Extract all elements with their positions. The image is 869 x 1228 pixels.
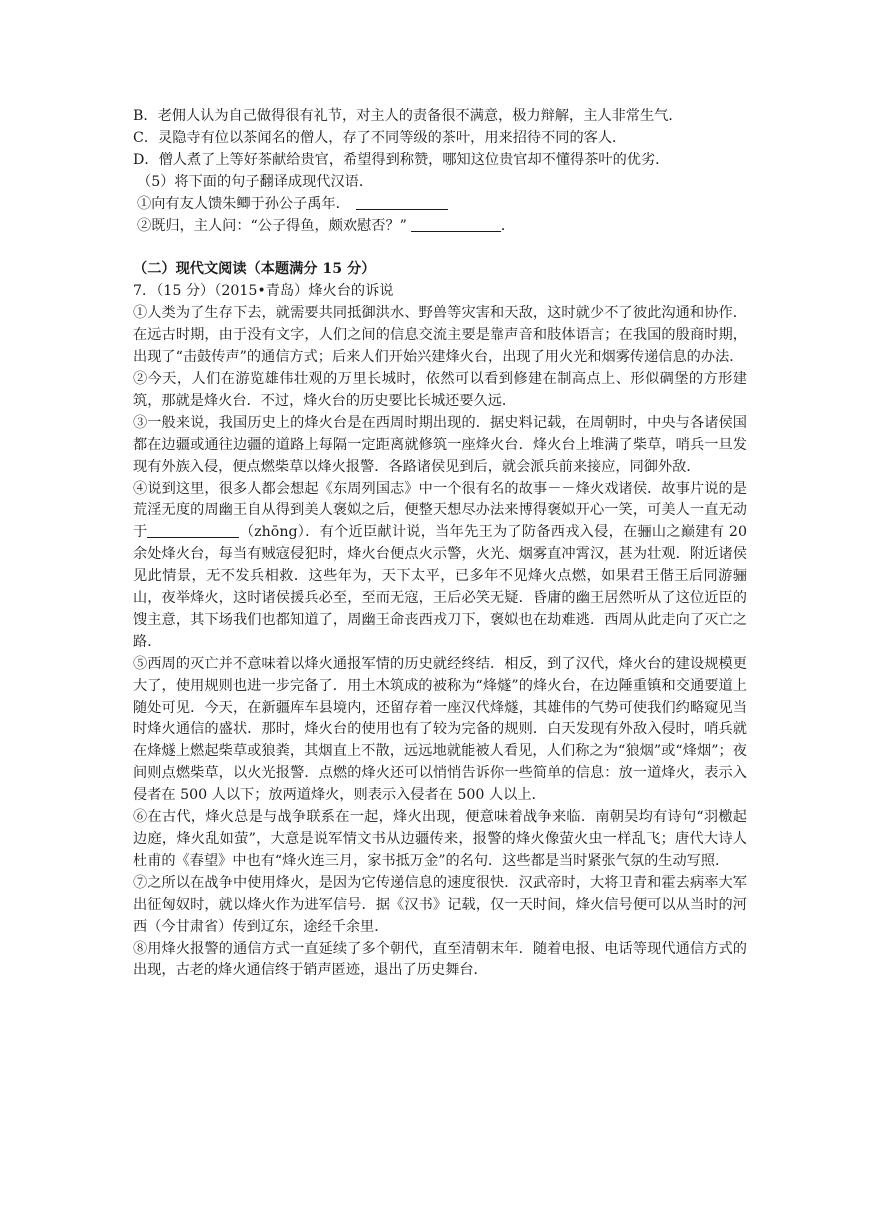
section-heading: （二）现代文阅读（本题满分 15 分） bbox=[133, 261, 376, 278]
answer-blank-3[interactable] bbox=[147, 522, 239, 538]
answer-blank-2[interactable] bbox=[411, 216, 501, 232]
option-c: C．灵隐寺有位以茶闻名的僧人，存了不同等级的茶叶，用来招待不同的客人． bbox=[133, 129, 627, 146]
option-b: B．老佣人认为自己做得很有礼节，对主人的责备很不满意，极力辩解，主人非常生气． bbox=[133, 108, 683, 124]
paragraph-1: ①人类为了生存下去，就需要共同抵御洪水、野兽等灾害和天敌，这时就少不了彼此沟通和协作．在远古时期，由于没有文字，人们之间的信息交流主要是靠声音和肢体语言；在我国的殷商时期，出现了“击鼓传声”的通信方式；后来人们开始兴建烽火台，出现了用火光和烟雾传递信息的办法． bbox=[133, 305, 747, 366]
paragraph-2: ②今天，人们在游览雄伟壮观的万里长城时，依然可以看到修建在制高点上、形似碉堡的方形建筑，那就是烽火台．不过，烽火台的历史要比长城还要久远． bbox=[133, 370, 747, 409]
option-d: D．僧人煮了上等好茶献给贵官，希望得到称赞，哪知这位贵官却不懂得茶叶的优劣． bbox=[133, 151, 670, 168]
paragraph-5: ⑤西周的灭亡并不意味着以烽火通报军情的历史就经终结．相反，到了汉代，烽火台的建设规模更大了，使用规则也进一步完备了．用土木筑成的被称为“烽燧”的烽火台，在边陲重镇和交通要道上随处可见．今天，在新疆库车县境内，还留存着一座汉代烽燧，其雄伟的气势可使我们约略窥见当时烽火通信的盛状．那时，烽火台的使用也有了较为完备的规则．白天发现有外敌入侵时，哨兵就在烽燧上燃起柴草或狼粪，其烟直上不散，远远地就能被人看见，人们称之为“狼烟”或“烽烟”；夜间则点燃柴草，以火光报警．点燃的烽火还可以悄悄告诉你一些简单的信息：放一道烽火，表示入侵者在 500 人以下；放两道烽火，则表示入侵者在 500 人以上． bbox=[133, 655, 747, 804]
question-5-sentence-1 bbox=[133, 194, 747, 216]
question-5-sentence-2 bbox=[133, 216, 747, 238]
sentence-2-end: ． bbox=[500, 217, 516, 234]
question-7-title: 7．（15 分）（2015•青岛）烽火台的诉说 bbox=[133, 283, 394, 300]
paragraph-4-part-1: ④说到这里，很多人都会想起《东周列国志》中一个很有名的故事－－烽火戏诸侯．故事片说的是荒淫无度的周幽王自从得到美人褒姒之后，便整天想尽办法来博得褒姒开心一笑，可美人一直无动于 bbox=[133, 480, 747, 541]
paragraph-6: ⑥在古代，烽火总是与战争联系在一起，烽火出现，便意味着战争来临．南朝吴均有诗句“羽檄起边庭，烽火乱如萤”，大意是说军情文书从边疆传来，报警的烽火像萤火虫一样乱飞；唐代大诗人杜甫的《春望》中也有“烽火连三月，家书抵万金”的名句．这些都是当时紧张气氛的生动写照． bbox=[133, 809, 747, 869]
paragraph-4-part-2: （zhōng）．有个近臣献计说，当年先王为了防备西戎入侵，在骊山之巅建有 20 余处烽火台，每当有贼寇侵犯时，烽火台便点火示警，火光、烟雾直冲霄汉，甚为壮观．附近诸侯见此情景，无不发兵相救．这些年为，天下太平，已多年不见烽火点燃，如果君王偕王后同游骊山，夜举烽火，这时诸侯援兵必至，至而无寇，王后必笑无疑．昏庸的幽王居然听从了这位近臣的馊主意，其下场我们也都知道了，周幽王命丧西戎刀下，褒姒也在劫难逃．西周从此走向了灭亡之路． bbox=[133, 524, 747, 650]
paragraph-8: ⑧用烽火报警的通信方式一直延续了多个朝代，直至清朝末年．随着电报、电话等现代通信方式的出现，古老的烽火通信终于销声匿迹，退出了历史舞台． bbox=[133, 940, 747, 979]
sentence-2-text: ②既归，主人问：“公子得鱼，颇欢慰否？” bbox=[137, 217, 407, 234]
document-body bbox=[133, 106, 747, 982]
paragraph-7: ⑦之所以在战争中使用烽火，是因为它传递信息的速度很快．汉武帝时，大将卫青和霍去病率大军出征匈奴时，就以烽火作为进军信号．据《汉书》记载，仅一天时间，烽火信号便可以从当时的河西（今甘肃省）传到辽东，途经千余里． bbox=[133, 874, 747, 935]
section-gap bbox=[133, 237, 747, 259]
sentence-1-text: ①向有友人馈朱鲫于孙公子禹年． bbox=[137, 195, 350, 212]
question-5-prompt: （5）将下面的句子翻译成现代汉语． bbox=[137, 173, 374, 190]
answer-blank-1[interactable] bbox=[356, 194, 448, 210]
paragraph-3: ③一般来说，我国历史上的烽火台是在西周时期出现的．据史料记载，在周朝时，中央与各诸侯国都在边疆或通往边疆的道路上每隔一定距离就修筑一座烽火台．烽火台上堆满了柴草，哨兵一旦发现有外族入侵，便点燃柴草以烽火报警．各路诸侯见到后，就会派兵前来接应，同御外敌． bbox=[133, 414, 747, 475]
paragraph-4 bbox=[133, 479, 747, 654]
